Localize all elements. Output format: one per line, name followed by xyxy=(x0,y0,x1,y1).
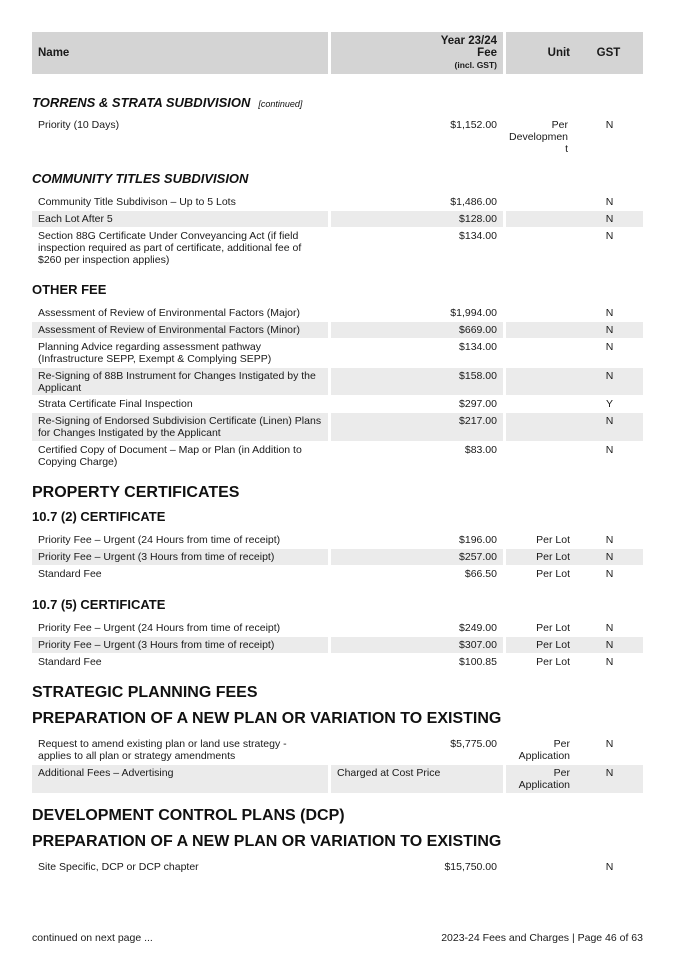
row-fee: $1,152.00 xyxy=(450,119,497,131)
row-name: Each Lot After 5 xyxy=(38,213,113,225)
section-dcp-title: DEVELOPMENT CONTROL PLANS (DCP) xyxy=(32,807,345,824)
table-row xyxy=(32,194,643,210)
row-fee: $134.00 xyxy=(459,230,497,242)
section-community-title: COMMUNITY TITLES SUBDIVISION xyxy=(32,171,249,186)
row-fee: $249.00 xyxy=(459,622,497,634)
row-name: Planning Advice regarding assessment pathway (Infrastructure SEPP, Exempt & Complying SEPP) xyxy=(38,341,272,365)
table-row xyxy=(32,211,643,227)
table-row xyxy=(32,442,643,470)
row-gst: N xyxy=(605,415,614,427)
header-fee xyxy=(331,32,503,74)
row-gst: N xyxy=(605,551,614,563)
row-unit: Per Lot xyxy=(536,568,570,580)
row-name: Priority (10 Days) xyxy=(38,119,120,131)
row-gst: N xyxy=(605,639,614,651)
row-fee: $307.00 xyxy=(459,639,497,651)
header-gst: GST xyxy=(576,32,643,74)
row-fee: $128.00 xyxy=(459,213,497,225)
row-unit-line: Per xyxy=(553,767,570,779)
table-row xyxy=(32,736,643,764)
table-row xyxy=(32,566,643,582)
row-gst: N xyxy=(605,119,614,131)
row-name: Section 88G Certificate Under Conveyancing Act (if field inspection required as part of certificate, additional fee of $260 per inspection applies) xyxy=(38,230,302,266)
row-fee: $1,486.00 xyxy=(450,196,497,208)
row-fee: $15,750.00 xyxy=(444,861,497,873)
row-fee: $5,775.00 xyxy=(450,738,497,750)
row-gst: N xyxy=(605,230,614,242)
row-fee: $257.00 xyxy=(459,551,497,563)
row-unit-line: Per xyxy=(551,119,568,131)
row-unit: Per Lot xyxy=(536,639,570,651)
section-cert-10-7-2-title: 10.7 (2) CERTIFICATE xyxy=(32,509,166,524)
row-unit-line: Application xyxy=(518,779,570,791)
header-name: Name xyxy=(32,32,328,74)
table-row xyxy=(32,396,643,412)
row-gst: N xyxy=(605,861,614,873)
row-gst: N xyxy=(605,196,614,208)
row-name: Strata Certificate Final Inspection xyxy=(38,398,193,410)
section-preparation-title: PREPARATION OF A NEW PLAN OR VARIATION TO EXISTING xyxy=(32,710,502,727)
row-unit xyxy=(506,767,570,791)
row-gst: N xyxy=(605,370,614,382)
row-name: Priority Fee – Urgent (3 Hours from time of receipt) xyxy=(38,639,275,651)
header-unit: Unit xyxy=(506,32,576,74)
table-row xyxy=(32,322,643,338)
row-name: Assessment of Review of Environmental Factors (Minor) xyxy=(38,324,301,336)
row-gst: N xyxy=(605,738,614,750)
section-torrens-title xyxy=(32,95,302,110)
row-gst: N xyxy=(605,568,614,580)
footer-continued: continued on next page ... xyxy=(32,932,153,944)
row-unit-line: t xyxy=(565,143,568,155)
row-fee: $196.00 xyxy=(459,534,497,546)
row-name: Standard Fee xyxy=(38,656,102,668)
table-row xyxy=(32,228,643,268)
table-row xyxy=(32,532,643,548)
row-name: Additional Fees – Advertising xyxy=(38,767,174,779)
row-gst: N xyxy=(605,324,614,336)
table-row xyxy=(32,654,643,670)
row-fee-text: Charged at Cost Price xyxy=(337,767,441,779)
header-fee-year: Year 23/24 xyxy=(440,35,497,47)
header-fee-label: Fee xyxy=(477,47,497,59)
section-other-fee-title: OTHER FEE xyxy=(32,282,107,297)
row-name: Site Specific, DCP or DCP chapter xyxy=(38,861,199,873)
row-gst: N xyxy=(605,767,614,779)
row-unit: Per Lot xyxy=(536,656,570,668)
table-row xyxy=(32,859,643,875)
row-unit-line: Per xyxy=(553,738,570,750)
row-unit-line: Application xyxy=(518,750,570,762)
row-fee: $100.85 xyxy=(459,656,497,668)
section-property-certificates-title: PROPERTY CERTIFICATES xyxy=(32,484,240,501)
table-row xyxy=(32,117,643,157)
row-gst: N xyxy=(605,213,614,225)
row-name: Priority Fee – Urgent (3 Hours from time of receipt) xyxy=(38,551,275,563)
row-gst: N xyxy=(605,307,614,319)
row-name: Re-Signing of 88B Instrument for Changes Instigated by the Applicant xyxy=(38,370,316,394)
row-name: Request to amend existing plan or land use strategy - applies to all plan or strategy amendments xyxy=(38,738,287,762)
row-name: Priority Fee – Urgent (24 Hours from time of receipt) xyxy=(38,622,281,634)
table-row xyxy=(32,637,643,653)
row-fee: $1,994.00 xyxy=(450,307,497,319)
row-name: Certified Copy of Document – Map or Plan (in Addition to Copying Charge) xyxy=(38,444,302,468)
table-row xyxy=(32,549,643,565)
row-fee: $158.00 xyxy=(459,370,497,382)
row-fee: $66.50 xyxy=(464,568,497,580)
table-row xyxy=(32,368,643,395)
row-unit xyxy=(506,119,568,155)
table-row xyxy=(32,765,643,793)
row-gst: N xyxy=(605,622,614,634)
section-cert-10-7-5-title: 10.7 (5) CERTIFICATE xyxy=(32,597,166,612)
row-gst: N xyxy=(605,534,614,546)
row-name: Re-Signing of Endorsed Subdivision Certificate (Linen) Plans for Changes Instigated by the Applicant xyxy=(38,415,322,439)
table-row xyxy=(32,305,643,321)
section-strategic-planning-title: STRATEGIC PLANNING FEES xyxy=(32,684,258,701)
table-row xyxy=(32,413,643,441)
row-fee: $217.00 xyxy=(459,415,497,427)
row-gst: Y xyxy=(605,398,613,410)
row-fee: $669.00 xyxy=(459,324,497,336)
row-fee: $134.00 xyxy=(459,341,497,353)
row-name: Standard Fee xyxy=(38,568,102,580)
row-name: Community Title Subdivison – Up to 5 Lots xyxy=(38,196,236,208)
footer-page-info: 2023-24 Fees and Charges | Page 46 of 63 xyxy=(441,932,643,944)
row-fee: $297.00 xyxy=(459,398,497,410)
row-unit: Per Lot xyxy=(536,534,570,546)
row-unit-line: Developmen xyxy=(509,131,568,143)
row-unit: Per Lot xyxy=(536,551,570,563)
table-row xyxy=(32,339,643,367)
row-name: Assessment of Review of Environmental Factors (Major) xyxy=(38,307,301,319)
row-fee: $83.00 xyxy=(464,444,497,456)
header-fee-gst-note: (incl. GST) xyxy=(454,60,497,70)
section-preparation-title-2: PREPARATION OF A NEW PLAN OR VARIATION TO EXISTING xyxy=(32,833,502,850)
table-row xyxy=(32,620,643,636)
row-name: Priority Fee – Urgent (24 Hours from time of receipt) xyxy=(38,534,281,546)
section-title-text: TORRENS & STRATA SUBDIVISION xyxy=(32,95,251,110)
row-unit: Per Lot xyxy=(536,622,570,634)
continued-note: [continued] xyxy=(258,99,303,109)
table-header xyxy=(32,32,643,74)
row-gst: N xyxy=(605,444,614,456)
row-unit xyxy=(506,738,570,762)
row-gst: N xyxy=(605,656,614,668)
row-gst: N xyxy=(605,341,614,353)
